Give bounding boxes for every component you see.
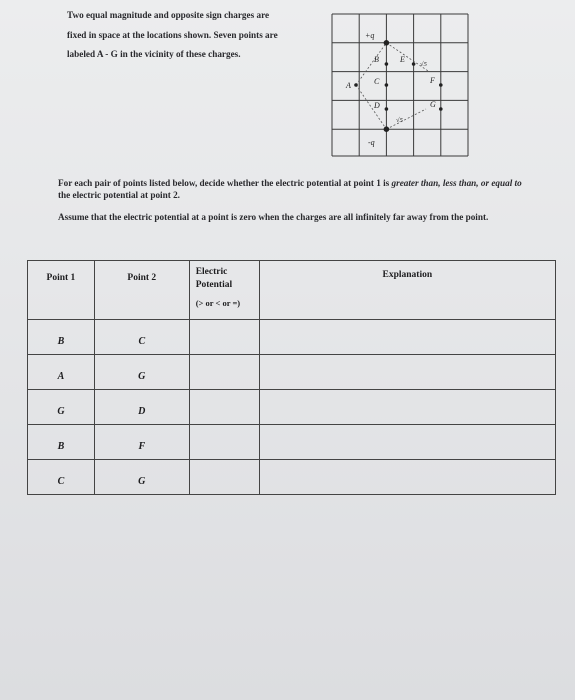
explanation-answer-cell[interactable]	[259, 320, 555, 355]
point-label-b: B	[374, 55, 379, 64]
potential-answer-cell[interactable]	[189, 390, 259, 425]
question-prefix: For each pair of points listed below, decide whether the electric potential at point 1 is	[58, 178, 392, 188]
point-label-c: C	[374, 77, 380, 86]
point-label-d: D	[374, 101, 380, 110]
intro-text	[67, 6, 312, 65]
answer-table	[27, 260, 556, 495]
row-point1-value: B	[57, 440, 65, 452]
positive-charge-label: +q	[365, 31, 375, 40]
row-point1-value: G	[57, 405, 65, 417]
row-point1-value: A	[57, 370, 65, 382]
question-main	[58, 177, 528, 201]
table-row	[28, 320, 556, 355]
explanation-answer-cell[interactable]	[259, 460, 555, 495]
row-point2	[94, 425, 189, 460]
row-point2-value: G	[138, 475, 146, 487]
row-point1	[28, 460, 95, 495]
row-point1	[28, 355, 95, 390]
grid-lines	[332, 14, 468, 156]
header-point1-label: Point 1	[46, 273, 76, 283]
explanation-answer-cell[interactable]	[259, 390, 555, 425]
intro-line: labeled A - G in the vicinity of these charges.	[67, 49, 241, 59]
row-point1	[28, 320, 95, 355]
table-row	[28, 460, 556, 495]
header-point2-label: Point 2	[127, 273, 157, 283]
row-point2-value: F	[138, 440, 146, 452]
question-text	[58, 177, 528, 223]
header-potential-sub: (> or < or =)	[195, 298, 241, 308]
row-point1	[28, 390, 95, 425]
potential-answer-cell[interactable]	[189, 460, 259, 495]
table-header-row	[28, 261, 556, 320]
distance-lines	[356, 43, 429, 129]
intro-line: fixed in space at the locations shown. Seven points are	[67, 29, 278, 40]
header-potential	[189, 261, 259, 320]
point-label-f: F	[430, 76, 435, 85]
distance-label: √5	[420, 61, 427, 68]
row-point1	[28, 425, 95, 460]
question-assumption: Assume that the electric potential at a point is zero when the charges are all infinitely far away from the point.	[58, 212, 489, 222]
header-explanation-label: Explanation	[382, 270, 433, 280]
point-label-e: E	[400, 55, 405, 64]
charge-grid-diagram	[330, 12, 470, 158]
table-row	[28, 390, 556, 425]
table-row	[28, 355, 556, 390]
explanation-answer-cell[interactable]	[259, 425, 555, 460]
header-point1	[28, 261, 95, 320]
grid-svg	[330, 12, 470, 158]
explanation-answer-cell[interactable]	[259, 355, 555, 390]
row-point1-value: B	[57, 335, 65, 347]
row-point2	[94, 390, 189, 425]
question-suffix: the electric potential at point 2.	[58, 190, 180, 200]
row-point2-value: G	[138, 370, 146, 382]
negative-charge-label: -q	[368, 138, 375, 147]
header-potential-line1: Electric	[195, 267, 228, 277]
point-label-g: G	[430, 100, 436, 109]
point-label-a: A	[346, 81, 351, 90]
row-point2	[94, 460, 189, 495]
potential-answer-cell[interactable]	[189, 320, 259, 355]
potential-answer-cell[interactable]	[189, 425, 259, 460]
row-point2-value: D	[138, 405, 146, 417]
potential-answer-cell[interactable]	[189, 355, 259, 390]
header-point2	[94, 261, 189, 320]
row-point1-value: C	[57, 475, 65, 487]
header-explanation	[259, 261, 555, 320]
question-italic: greater than, less than, or equal to	[391, 178, 522, 188]
positive-charge-dot	[384, 40, 390, 46]
row-point2	[94, 355, 189, 390]
row-point2-value: C	[138, 335, 146, 347]
table-row	[28, 425, 556, 460]
header-potential-label	[196, 266, 259, 292]
intro-line: Two equal magnitude and opposite sign charges are	[67, 10, 270, 20]
distance-label: √5	[396, 117, 403, 124]
negative-charge-dot	[384, 126, 390, 132]
header-potential-line2: Potential	[195, 280, 233, 290]
row-point2	[94, 320, 189, 355]
